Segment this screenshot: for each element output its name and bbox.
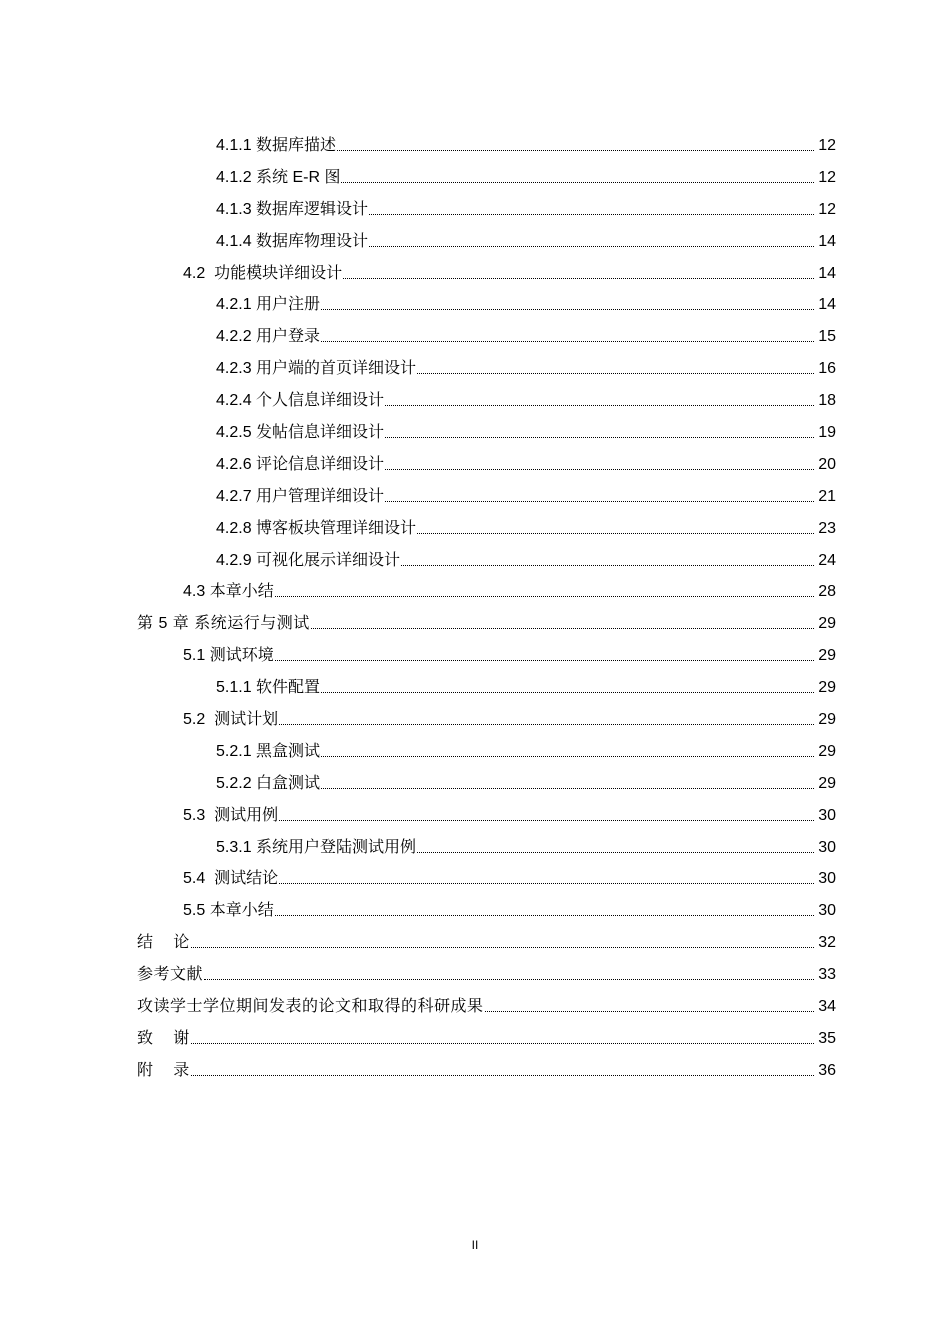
toc-entry-page-number: 29 (818, 742, 836, 760)
toc-entry[interactable] (0, 895, 950, 927)
toc-entry-page-number: 36 (818, 1061, 836, 1079)
toc-dot-leader (279, 808, 814, 824)
toc-dot-leader (369, 202, 814, 218)
toc-entry-title: 附 录 (137, 1061, 190, 1079)
toc-entry-page-number: 12 (818, 136, 836, 154)
toc-entry[interactable] (0, 640, 950, 672)
toc-entry[interactable] (0, 576, 950, 608)
toc-entry-page-number: 29 (818, 710, 836, 728)
toc-entry-page-number: 12 (818, 168, 836, 186)
toc-dot-leader (191, 1063, 814, 1079)
toc-entry[interactable] (0, 449, 950, 481)
toc-entry[interactable] (0, 321, 950, 353)
toc-entry[interactable] (0, 289, 950, 321)
toc-dot-leader (385, 457, 814, 473)
toc-entry-page-number: 19 (818, 423, 836, 441)
toc-entry-page-number: 29 (818, 774, 836, 792)
toc-entry-page-number: 28 (818, 583, 836, 601)
toc-entry[interactable] (0, 608, 950, 640)
toc-entry-title: 5.1 测试环境 (183, 647, 274, 665)
toc-entry-page-number: 29 (818, 615, 836, 633)
toc-entry-title: 4.2.4 个人信息详细设计 (216, 392, 385, 410)
toc-entry[interactable] (0, 194, 950, 226)
toc-entry-title: 4.1.2 系统 E-R 图 (216, 168, 341, 186)
toc-dot-leader (385, 393, 814, 409)
page-number: II (471, 1238, 479, 1252)
toc-entry-page-number: 30 (818, 902, 836, 920)
toc-entry[interactable] (0, 1055, 950, 1087)
toc-entry[interactable] (0, 768, 950, 800)
toc-entry[interactable] (0, 353, 950, 385)
toc-entry[interactable] (0, 130, 950, 162)
toc-dot-leader (191, 1031, 814, 1047)
toc-entry-title: 攻读学士学位期间发表的论文和取得的科研成果 (137, 997, 484, 1015)
toc-entry-title: 结 论 (137, 934, 190, 952)
toc-dot-leader (417, 840, 814, 856)
toc-dot-leader (385, 425, 814, 441)
toc-entry-page-number: 14 (818, 264, 836, 282)
toc-entry[interactable] (0, 481, 950, 513)
toc-entry-page-number: 29 (818, 679, 836, 697)
toc-entry[interactable] (0, 385, 950, 417)
toc-entry-page-number: 33 (818, 966, 836, 984)
toc-entry[interactable] (0, 927, 950, 959)
toc-dot-leader (191, 935, 814, 951)
toc-dot-leader (275, 648, 814, 664)
toc-entry[interactable] (0, 258, 950, 290)
toc-entry-page-number: 12 (818, 200, 836, 218)
toc-entry-page-number: 30 (818, 870, 836, 888)
toc-entry-page-number: 16 (818, 360, 836, 378)
toc-entry-title: 5.4 测试结论 (183, 870, 279, 888)
toc-entry-title: 4.2.2 用户登录 (216, 328, 321, 346)
toc-entry-page-number: 18 (818, 392, 836, 410)
toc-entry-title: 4.2.8 博客板块管理详细设计 (216, 519, 417, 537)
toc-entry-page-number: 35 (818, 1029, 836, 1047)
toc-entry[interactable] (0, 162, 950, 194)
table-of-contents (0, 130, 950, 1087)
toc-entry[interactable] (0, 417, 950, 449)
toc-entry[interactable] (0, 800, 950, 832)
toc-entry-title: 4.3 本章小结 (183, 583, 274, 601)
toc-entry-title: 第 5 章 系统运行与测试 (137, 615, 310, 633)
toc-entry-title: 5.3.1 系统用户登陆测试用例 (216, 838, 417, 856)
toc-dot-leader (279, 871, 814, 887)
toc-dot-leader (321, 680, 814, 696)
toc-entry-title: 5.2.1 黑盒测试 (216, 742, 321, 760)
toc-entry-page-number: 14 (818, 232, 836, 250)
toc-entry[interactable] (0, 959, 950, 991)
toc-entry-page-number: 30 (818, 806, 836, 824)
toc-dot-leader (337, 138, 814, 154)
toc-entry[interactable] (0, 1023, 950, 1055)
toc-entry-title: 4.2.6 评论信息详细设计 (216, 455, 385, 473)
toc-entry-page-number: 34 (818, 997, 836, 1015)
toc-dot-leader (417, 521, 814, 537)
toc-entry-title: 4.1.1 数据库描述 (216, 136, 337, 154)
toc-dot-leader (321, 776, 814, 792)
toc-entry-title: 4.1.4 数据库物理设计 (216, 232, 369, 250)
toc-entry[interactable] (0, 863, 950, 895)
toc-entry-title: 4.1.3 数据库逻辑设计 (216, 200, 369, 218)
toc-entry-title: 致 谢 (137, 1029, 190, 1047)
toc-entry[interactable] (0, 513, 950, 545)
toc-entry-page-number: 24 (818, 551, 836, 569)
toc-entry[interactable] (0, 832, 950, 864)
toc-entry-title: 5.3 测试用例 (183, 806, 279, 824)
toc-entry[interactable] (0, 545, 950, 577)
toc-dot-leader (279, 712, 814, 728)
toc-dot-leader (401, 553, 814, 569)
toc-entry-page-number: 20 (818, 455, 836, 473)
toc-dot-leader (417, 361, 814, 377)
toc-entry-title: 参考文献 (137, 966, 204, 984)
toc-entry[interactable] (0, 672, 950, 704)
toc-dot-leader (321, 329, 814, 345)
toc-dot-leader (275, 584, 814, 600)
toc-entry-title: 5.2.2 白盒测试 (216, 774, 321, 792)
toc-entry-title: 4.2.3 用户端的首页详细设计 (216, 360, 417, 378)
toc-entry[interactable] (0, 226, 950, 258)
toc-entry-title: 4.2.7 用户管理详细设计 (216, 487, 385, 505)
toc-dot-leader (385, 489, 814, 505)
toc-dot-leader (275, 903, 814, 919)
toc-dot-leader (341, 170, 814, 186)
toc-entry-title: 4.2.5 发帖信息详细设计 (216, 423, 385, 441)
toc-dot-leader (369, 234, 814, 250)
toc-dot-leader (485, 999, 814, 1015)
toc-entry[interactable] (0, 704, 950, 736)
toc-entry-title: 4.2.1 用户注册 (216, 296, 321, 314)
toc-dot-leader (321, 297, 814, 313)
toc-entry-page-number: 15 (818, 328, 836, 346)
toc-entry-title: 5.1.1 软件配置 (216, 679, 321, 697)
toc-entry-page-number: 14 (818, 296, 836, 314)
toc-dot-leader (321, 744, 814, 760)
toc-entry-page-number: 32 (818, 934, 836, 952)
toc-entry-page-number: 30 (818, 838, 836, 856)
toc-entry-page-number: 29 (818, 647, 836, 665)
toc-entry[interactable] (0, 736, 950, 768)
toc-entry-title: 4.2.9 可视化展示详细设计 (216, 551, 401, 569)
toc-entry-page-number: 23 (818, 519, 836, 537)
toc-dot-leader (343, 266, 814, 282)
toc-entry[interactable] (0, 991, 950, 1023)
toc-entry-page-number: 21 (818, 487, 836, 505)
toc-entry-title: 5.2 测试计划 (183, 710, 279, 728)
toc-dot-leader (311, 616, 814, 632)
toc-entry-title: 4.2 功能模块详细设计 (183, 264, 343, 282)
toc-dot-leader (204, 967, 814, 983)
toc-entry-title: 5.5 本章小结 (183, 902, 274, 920)
